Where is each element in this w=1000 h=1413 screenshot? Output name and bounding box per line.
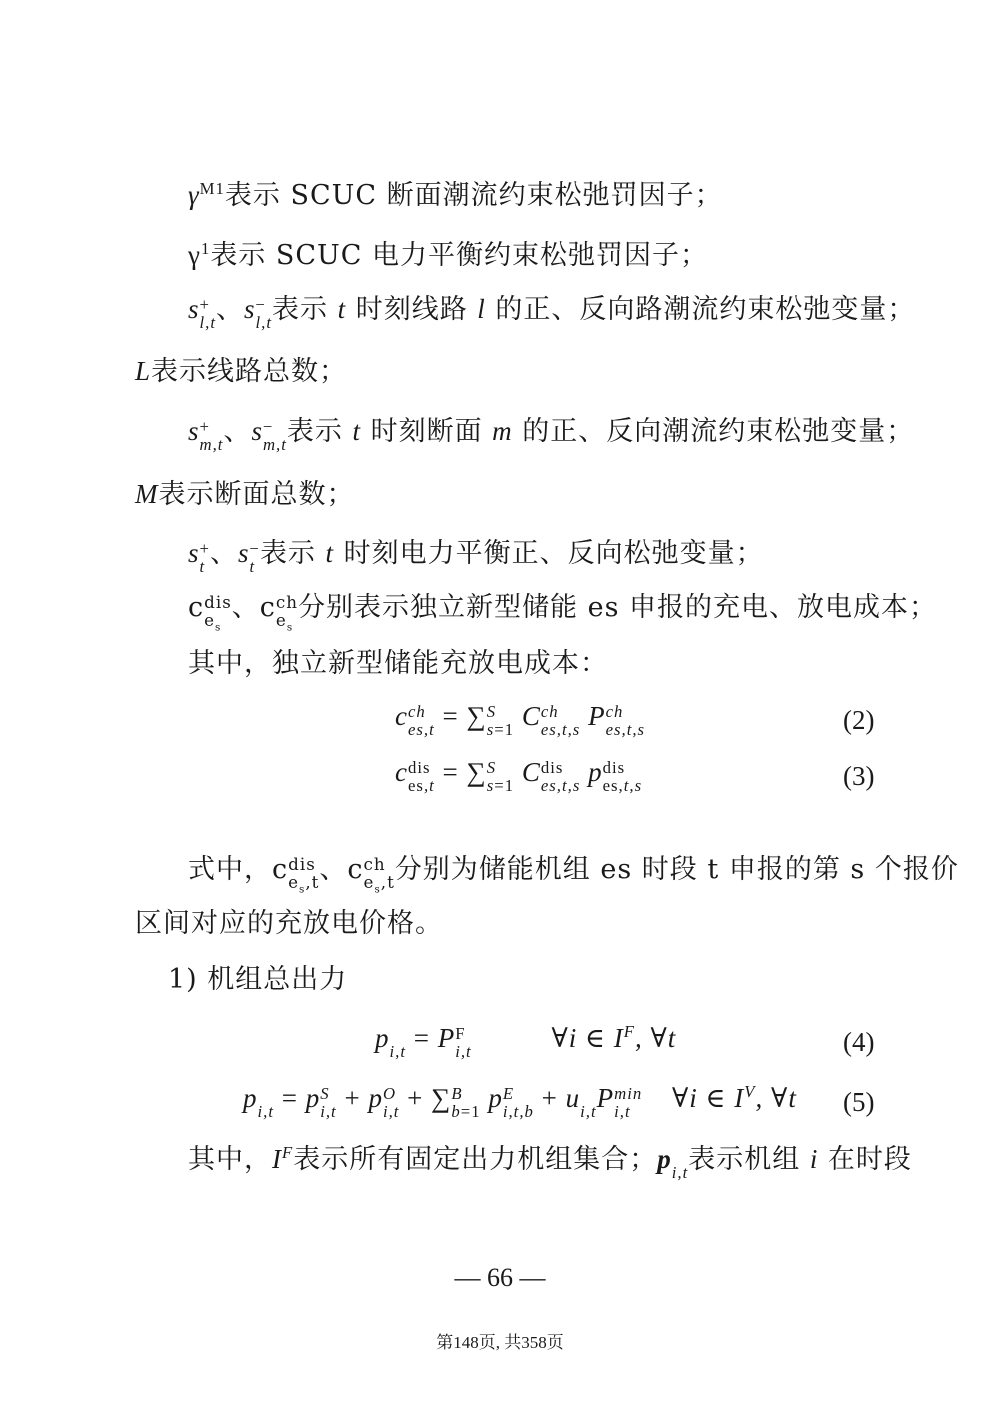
equation-2: c ch es,t = ∑ S s=1 C ch es,t,s P ch es,t,s — [395, 701, 646, 739]
equation-number: (2) — [843, 705, 875, 735]
text-line: 区间对应的充放电价格。 — [135, 908, 443, 939]
symbol-gamma-1: $\gamma^1$ — [188, 239, 211, 270]
text-line: 其中，独立新型储能充放电成本： — [188, 648, 608, 679]
section-heading: 1) 机组总出力 — [168, 964, 348, 995]
equation-5: p i,t = p S i,t + p O i,t + ∑ B b=1 p E i,t,b + u i,t P min i,t ∀i ∈ $I^V$, ∀t — [243, 1082, 797, 1121]
text-line: 式中，c dis $e_s,t$ 、c ch $e_s,t$ 分别为储能机组 es 时段 t 申报的第 s 个报价 — [188, 854, 959, 895]
symbol-s-lt: s + l,t — [188, 294, 216, 332]
equation-number: (4) — [843, 1027, 875, 1057]
text-line: $\gamma^{M1}$表示 SCUC 断面潮流约束松弛罚因子； — [188, 179, 723, 211]
text-line: L表示线路总数； — [135, 356, 348, 387]
equation-number: (3) — [843, 761, 875, 791]
text-line: $\gamma^1$表示 SCUC 电力平衡约束松弛罚因子； — [188, 239, 709, 271]
text-line: s + l,t 、s − l,t 表示 t 时刻线路 l 的正、反向路潮流约束松弛变量； — [188, 294, 916, 332]
symbol-gamma-m1: $\gamma^{M1}$ — [188, 179, 225, 210]
equation-3: c dis es,t = ∑ S s=1 C dis es,t,s p dis es,t,s — [395, 757, 643, 795]
text-line: c dis $e_s$ 、c ch $e_s$ 分别表示独立新型储能 es 申报的充电、放电成本； — [188, 592, 938, 633]
equation-number: (5) — [843, 1087, 875, 1117]
equation-4: p i,t = P F i,t ∀i ∈ $I^F$, ∀t — [375, 1022, 677, 1061]
page-number: — 66 — — [454, 1263, 546, 1292]
text-line: 其中，$I^F$表示所有固定出力机组集合；p i,t 表示机组 i 在时段 — [188, 1143, 912, 1182]
text-line: M表示断面总数； — [135, 479, 355, 510]
page-count: 第148页, 共358页 — [436, 1333, 564, 1352]
text-line: s + m,t 、s − m,t 表示 t 时刻断面 m 的正、反向潮流约束松弛变量； — [188, 416, 915, 454]
text-line: s + t 、s − t 表示 t 时刻电力平衡正、反向松弛变量； — [188, 538, 764, 576]
